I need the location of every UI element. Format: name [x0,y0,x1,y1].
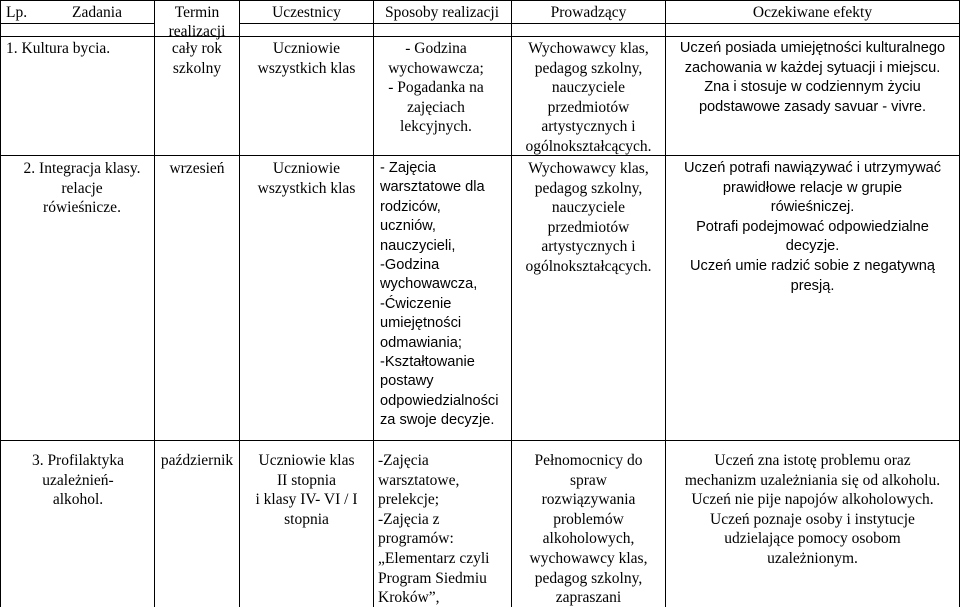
text-line: mechanizm uzależniania się od alkoholu. [684,471,941,489]
text-line: presją. [790,277,835,294]
text-line: nauczyciele [551,199,626,217]
row-1-termin [155,39,239,78]
text-line: decyzje. [785,238,840,255]
text-line: warsztatowe dla [380,179,485,196]
header-termin-line: realizacji [168,23,226,40]
text-line: -Zajęcia [378,452,429,469]
text-line: Uczeń nie pije napojów alkoholowych. [691,491,934,509]
text-line: wychowawcy klas, [529,549,648,567]
text-line: artystycznych i [541,238,636,256]
row-1-efekty [666,39,959,117]
text-line: Uczeń poznaje osoby i instytucje [710,510,915,528]
text-line: programów: [378,530,454,548]
header-efekty: Oczekiwane efekty [752,4,873,21]
row-3-efekty [666,451,959,569]
row-2-zadanie [12,159,152,218]
header-sposoby: Sposoby realizacji [384,4,500,21]
text-line: pedagog szkolny, [534,569,643,587]
text-line: -Kształtowanie [380,354,475,371]
grid-line [0,0,1,607]
grid-line [0,0,960,1]
text-line: 1. Kultura bycia. [6,40,111,57]
text-line: zapraszani [555,589,622,607]
text-line: wychowawcza; [388,59,484,77]
text-line: nauczycieli, [380,237,456,254]
row-1-zadanie [6,39,110,59]
text-line: postawy [380,373,434,390]
text-line: uzależnionym. [767,549,858,567]
text-line: prelekcje; [378,491,440,509]
row-3-prowadzacy [512,451,665,607]
text-line: pedagog szkolny, [534,179,643,197]
text-line: Zna i stosuje w codziennym życiu [704,79,921,96]
row-3-zadanie [2,451,154,510]
text-line: umiejętności [380,315,462,332]
row-1-sposoby [374,39,498,137]
row-2-sposoby [380,159,508,431]
text-line: „Elementarz czyli [378,549,490,567]
text-line: wychowawcza, [380,276,478,293]
text-line: zachowania w każdej sytuacji i miejscu. [684,59,941,76]
text-line: artystycznych i [541,118,636,136]
text-line: problemów [553,510,624,528]
text-line: -Godzina [380,257,440,274]
text-line: pedagog szkolny, [534,59,643,77]
text-line: - Zajęcia [380,160,436,176]
grid-line [0,23,154,24]
text-line: uczniów, [380,218,436,235]
text-line: warsztatowe, [378,471,460,489]
text-line: 3. Profilaktyka [31,452,125,469]
text-line: ogólnokształcących. [525,137,652,155]
text-line: rodziców, [380,198,441,215]
text-line: Uczeń potrafi nawiązywać i utrzymywać [683,160,942,176]
header-termin-line: Termin [174,4,220,21]
text-line: podstawowe zasady savuar - vivre. [698,98,927,115]
row-2-efekty [666,159,959,296]
text-line: spraw [569,471,608,489]
grid-line [154,0,155,607]
text-line: rówieśniczej. [770,199,855,216]
text-line: stopnia [284,510,329,528]
text-line: lekcyjnych. [400,118,472,136]
header-zadania: Zadania [72,4,122,21]
text-line: relacje [61,179,103,197]
text-line: Uczniowie [272,160,341,177]
text-line: szkolny [172,59,222,77]
text-line: Uczeń posiada umiejętności kulturalnego [679,40,946,56]
text-line: Uczniowie [272,40,341,57]
grid-line [239,23,960,24]
header-lp: Lp. [6,4,28,21]
text-line: Uczeń zna istotę problemu oraz [714,452,911,469]
row-2-prowadzacy [512,159,665,277]
text-line: odmawiania; [380,334,462,351]
text-line: Pełnomocnicy do [534,452,643,469]
text-line: odpowiedzialności [380,392,499,409]
row-2-termin [155,159,239,179]
row-1-uczestnicy [240,39,373,78]
grid-line [0,155,960,156]
row-3-termin [155,451,239,471]
text-line: rozwiązywania [541,491,636,509]
text-line: październik [160,452,234,469]
text-line: -Ćwiczenie [380,295,452,312]
text-line: 2. Integracja klasy. [23,160,141,177]
text-line: zajęciach [407,98,465,116]
text-line: Uczeń umie radzić sobie z negatywną [690,257,935,274]
text-line: II stopnia [277,471,336,489]
text-line: za swoje decyzje. [380,412,495,429]
grid-line [0,36,960,37]
text-line: udzielające pomocy osobom [724,530,901,548]
text-line: ogólnokształcących. [525,257,652,275]
text-line: Program Siedmiu [378,569,487,587]
text-line: alkohol. [52,491,104,509]
text-line: Uczniowie klas [258,452,355,469]
text-line: Wychowawcy klas, [528,40,649,57]
row-3-sposoby [378,451,508,607]
text-line: i klasy IV- VI / I [255,491,358,509]
header-termin [155,3,239,41]
text-line: Kroków”, [378,589,440,607]
text-line: przedmiotów [547,218,630,236]
text-line: wszystkich klas [257,59,356,77]
text-line: prawidłowe relacje w grupie [722,179,903,196]
text-line: - Godzina [405,40,467,57]
row-3-uczestnicy [240,451,373,529]
row-1-prowadzacy [512,39,665,157]
text-line: uzależnień- [42,471,114,489]
grid-line [0,440,960,441]
text-line: przedmiotów [547,98,630,116]
text-line: -Zajęcia z [378,510,440,528]
text-line: wszystkich klas [257,179,356,197]
row-2-uczestnicy [240,159,373,198]
text-line: rówieśnicze. [43,199,121,217]
text-line: alkoholowych, [542,530,635,548]
text-line: cały rok [171,40,223,57]
text-line: Wychowawcy klas, [528,160,649,177]
text-line: wrzesień [169,160,225,177]
header-prowadzacy: Prowadzący [550,4,627,21]
text-line: Potrafi podejmować odpowiedzialne [696,218,929,235]
header-uczestnicy: Uczestnicy [272,4,341,21]
text-line: nauczyciele [551,79,626,97]
text-line: - Pogadanka na [388,79,484,97]
